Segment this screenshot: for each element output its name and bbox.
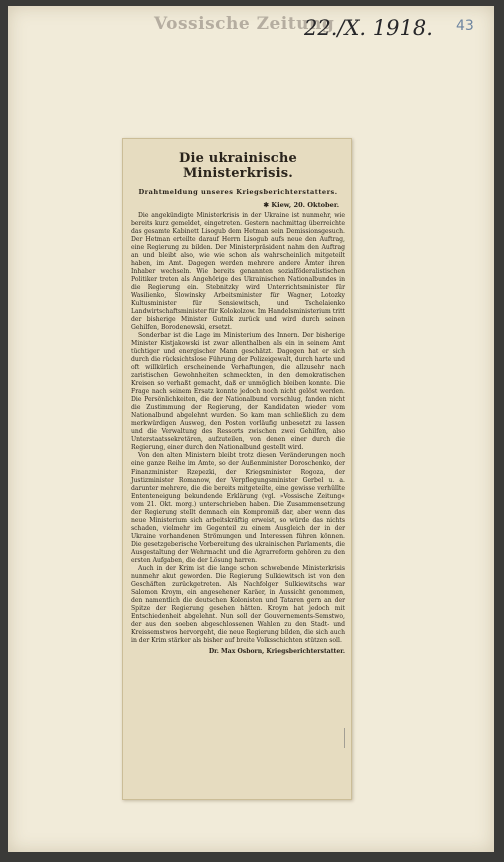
article-dateline: ✱ Kiew, 20. Oktober.	[263, 201, 339, 209]
article-subline: Drahtmeldung unseres Kriegsberichterstatters.	[138, 188, 338, 196]
pencil-mark	[344, 728, 349, 748]
article-body	[131, 212, 345, 645]
page-number: 43	[456, 18, 474, 34]
article-byline: Dr. Max Osborn, Kriegsberichterstatter.	[208, 647, 345, 655]
handwritten-date: 22./X. 1918.	[304, 16, 433, 40]
article-paragraph: Die angekündigte Ministerkrisis in der Ukraine ist nunmehr, wie bereits kurz gemeldet, eingetreten. Gestern nachmittag überreichte das gesamte Kabinett Lisogub dem Hetman sein Demissionsgesuch. Der Hetman erteilte darauf Herrn Lisogub aufs neue den Auftrag, eine Regierung zu bilden. Der Ministerpräsident nahm den Auftrag an und bleibt also, wie wie schon als wahrscheinlich mitgeteilt haben, im Amt. Dagegen werden mehrere andere Ämter ihren Inhaber wechseln. Wie bereits genannten sozialföderalistischen Politiker treten als Angehörige des Ukrainischen Nationalbundes in die Regierung ein. Stebnitzky wird Unterrichtsminister für Wasilienko, Slowinsky Arbeitsminister für Wagner, Lotozky Kultusminister für Sensiewitsch, und Tschelaienko Landwirtschaftsminister für Kolokolzow. Im Handelsministerium tritt der bisherige Minister Gutnik zurück und wird durch seinen Gehilfen, Borodenewski, ersetzt.	[131, 212, 345, 332]
article-paragraph: Sonderbar ist die Lage im Ministerium des Innern. Der bisherige Minister Kistjakowski ist zwar allenthalben als ein in seinem Amt tüchtiger und energischer Mann geschätzt. Dagegen hat er sich durch die rücksichtslose Führung der Polizeigewalt, durch harte und oft willkürlich erscheinende Verhaftungen, die allzusehr nach zaristischen Gewohnheiten schmeckten, in den demokratischen Kreisen so verhaßt gemacht, daß er unmöglich bleiben konnte. Die Frage nach seinem Ersatz konnte jedoch noch nicht gelöst werden. Die Persönlichkeiten, die der Nationalbund vorschlug, fanden nicht die Zustimmung der Regierung, der Kandidaten wieder vom Nationalbund abgelehnt wurden. So kam man schließlich zu dem merkwürdigen Ausweg, den Posten vorläufig unbesetzt zu lassen und die Verwaltung des Ressorts zwischen zwei Gehilfen, also Unterstaatssekretären, aufzuteilen, von denen einer durch die Regierung, einer durch den Nationalbund gestellt wird.	[131, 332, 345, 452]
newspaper-clipping	[122, 138, 352, 800]
article-paragraph: Von den alten Ministern bleibt trotz diesen Veränderungen noch eine ganze Reihe im Amte, so der Außenminister Doroschenko, der Finanzminister Rzepezki, der Kriegsminister Rogoza, der Justizminister Romanow, der Verpflegungsminister Gerbel u. a. darunter mehrere, die die bereits mitgeteilte, eine gewisse verhüllte Ententeneigung bekundende Erklärung (vgl. »Vossische Zeitung« vom 21. Okt. morg.) unterschrieben haben. Die Zusammensetzung der Regierung stellt demnach ein Kompromiß dar, aber wenn das neue Ministerium sich arbeitskräftig erweist, so würde das nichts schaden, vielmehr im Gegenteil zu einem Ausgleich der in der Ukraine vorhandenen Strömungen und Interessen führen können. Die gesetzgeberische Vorbereitung des ukrainischen Parlaments, die Ausgestaltung der Wehrmacht und die Agrarreform gehören zu den ersten Aufgaben, die der Lösung harren.	[131, 452, 345, 564]
archive-sheet	[8, 6, 494, 852]
article-headline: Die ukrainische Ministerkrisis.	[178, 151, 298, 181]
newspaper-masthead: Vossische Zeitung	[154, 14, 335, 34]
article-paragraph: Auch in der Krim ist die lange schon schwebende Ministerkrisis nunmehr akut geworden. Die Regierung Sulkiewitsch ist von den Geschäften zurückgetreten. Als Nachfolger Sulkiewitschs war Salomon Kroym, ein angesehener Karäer, in Aussicht genommen, den namentlich die deutschen Kolonisten und Tataren gern an der Spitze der Regierung gesehen hätten. Kroym hat jedoch mit Entschiedenheit abgelehnt. Nun soll der Gouvernements-Semstwo, der aus den soeben abgeschlossenen Wahlen zu den Stadt- und Kreissemstwos hervorgeht, die neue Regierung bilden, die sich auch in der Krim stärker als bisher auf breite Volksschichten stützen soll.	[131, 564, 345, 644]
